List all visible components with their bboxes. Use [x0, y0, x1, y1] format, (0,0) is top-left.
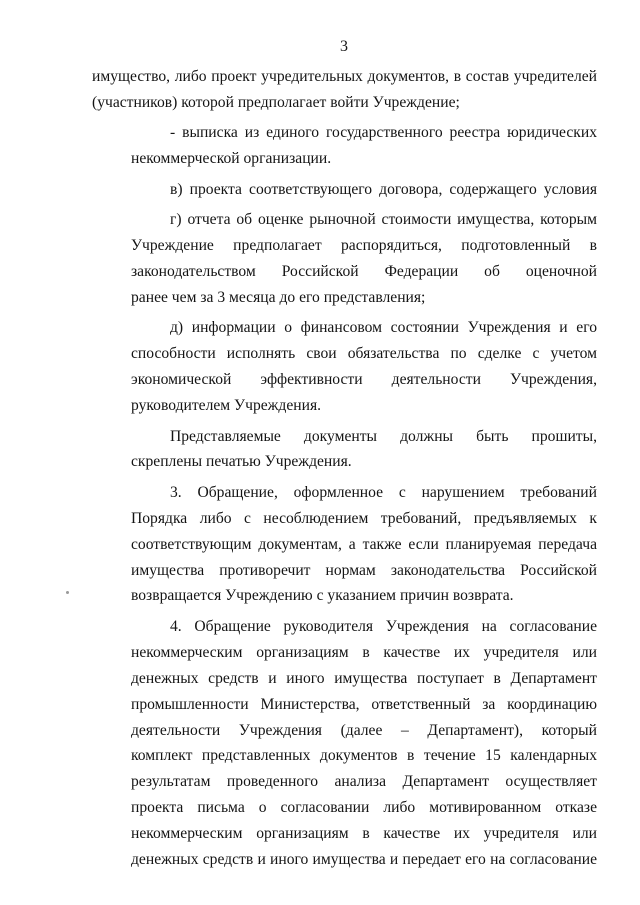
text-line: промышленности Министерства, ответственный за координацию: [131, 695, 597, 713]
text-line: денежных средств и иного имущества поступает в Департамент: [131, 669, 597, 687]
text-line: экономической эффективности деятельности Учреждения,: [131, 371, 597, 389]
paragraph-p6: [92, 424, 597, 476]
text-line: возвращается Учреждению с указанием причин возврата.: [131, 587, 514, 605]
text-line: имущество, либо проект учредительных документов, в состав учредителей: [92, 68, 597, 85]
scan-dot-mark: [66, 591, 69, 594]
text-line: ранее чем за 3 месяца до его представления;: [131, 288, 426, 306]
paragraph-p5: [92, 315, 597, 419]
text-line: комплект представленных документов в течение 15 календарных: [131, 747, 597, 765]
text-line: некоммерческой организации.: [131, 150, 332, 168]
text-line: проекта письма о согласовании либо мотивированном отказе: [131, 799, 597, 817]
text-line: скреплены печатью Учреждения.: [131, 453, 352, 471]
paragraph-p4: [92, 207, 597, 311]
text-line: в) проекта соответствующего договора, содержащего условия: [170, 180, 597, 198]
text-line: имущества противоречит нормам законодательства Российской: [131, 561, 597, 579]
page-number: 3: [340, 38, 348, 55]
text-line: руководителем Учреждения.: [131, 397, 322, 415]
text-line: Порядка либо с несоблюдением требований, предъявляемых к: [131, 509, 597, 527]
paragraph-p7: [92, 480, 597, 609]
text-line: результатам проведенного анализа Департамент осуществляет: [131, 773, 597, 791]
text-line: Учреждение предполагает распорядиться, подготовленный в: [131, 237, 597, 255]
paragraph-p3: [92, 177, 597, 203]
paragraph-p8: [92, 614, 597, 873]
text-line: деятельности Учреждения (далее – Департамент), который: [131, 721, 597, 739]
text-line: (участников) которой предполагает войти Учреждение;: [92, 93, 460, 111]
text-line: денежных средств и иного имущества и передает его на согласование: [131, 850, 597, 868]
text-line: - выписка из единого государственного реестра юридических: [170, 124, 597, 142]
paragraph-p2: [92, 120, 597, 172]
paragraph-p1: [92, 64, 597, 116]
text-line: 3. Обращение, оформленное с нарушением требований: [170, 483, 597, 501]
document-body: [92, 64, 597, 873]
text-line: д) информации о финансовом состоянии Учреждения и его: [170, 319, 597, 337]
text-line: некоммерческим организациям в качестве их учредителя или: [131, 825, 597, 843]
text-line: 4. Обращение руководителя Учреждения на согласование: [170, 617, 597, 635]
text-line: г) отчета об оценке рыночной стоимости имущества, которым: [170, 211, 597, 229]
text-line: Представляемые документы должны быть прошиты,: [170, 427, 597, 445]
text-line: способности исполнять свои обязательства по сделке с учетом: [131, 345, 597, 363]
text-line: соответствующим документам, а также если планируемая передача: [131, 535, 597, 553]
text-line: некоммерческим организациям в качестве их учредителя или: [131, 643, 597, 661]
text-line: законодательством Российской Федерации об оценочной: [131, 263, 597, 281]
